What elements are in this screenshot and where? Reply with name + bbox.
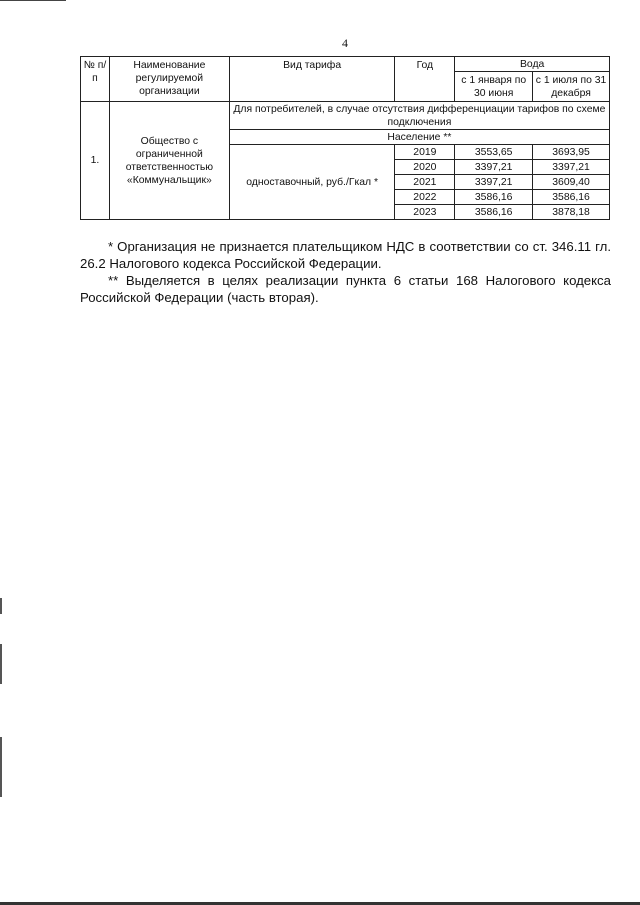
value-cell: 3586,16 <box>533 190 610 205</box>
value-cell: 3586,16 <box>455 205 533 220</box>
value-cell: 3397,21 <box>455 160 533 175</box>
consumer-note: Для потребителей, в случае отсутствия дифференциации тарифов по схеме подключения <box>229 102 609 130</box>
footnote-vat: * Организация не признается плательщиком НДС в соответствии со ст. 346.11 гл. 26.2 Налогового кодекса Российской Федерации. <box>80 239 611 271</box>
header-period-1: с 1 января по 30 июня <box>455 72 533 102</box>
header-water: Вода <box>455 57 610 72</box>
year-cell: 2020 <box>395 160 455 175</box>
value-cell: 3878,18 <box>533 205 610 220</box>
scan-artifact-edge <box>0 644 2 684</box>
header-organization: Наименование регулируемой организации <box>109 57 229 102</box>
organization-name: Общество с ограниченной ответственностью «Коммунальщик» <box>109 102 229 220</box>
row-number: 1. <box>81 102 110 220</box>
value-cell: 3397,21 <box>455 175 533 190</box>
scan-artifact-edge <box>0 598 2 614</box>
page-number: 4 <box>342 36 348 50</box>
value-cell: 3609,40 <box>533 175 610 190</box>
header-period-2: с 1 июля по 31 декабря <box>533 72 610 102</box>
scan-artifact-top <box>0 0 66 1</box>
year-cell: 2023 <box>395 205 455 220</box>
header-year: Год <box>395 57 455 102</box>
value-cell: 3586,16 <box>455 190 533 205</box>
tariff-table <box>80 56 610 220</box>
value-cell: 3693,95 <box>533 145 610 160</box>
population-label: Население ** <box>229 130 609 145</box>
year-cell: 2021 <box>395 175 455 190</box>
value-cell: 3553,65 <box>455 145 533 160</box>
value-cell: 3397,21 <box>533 160 610 175</box>
footnote-population: ** Выделяется в целях реализации пункта 6 статьи 168 Налогового кодекса Российской Федерации (часть вторая). <box>80 273 611 305</box>
header-tariff-type: Вид тарифа <box>229 57 395 102</box>
scan-artifact-edge <box>0 737 2 797</box>
header-number: № п/п <box>81 57 110 102</box>
year-cell: 2019 <box>395 145 455 160</box>
footnotes <box>80 238 611 306</box>
year-cell: 2022 <box>395 190 455 205</box>
tariff-name: одноставочный, руб./Гкал * <box>229 145 395 220</box>
